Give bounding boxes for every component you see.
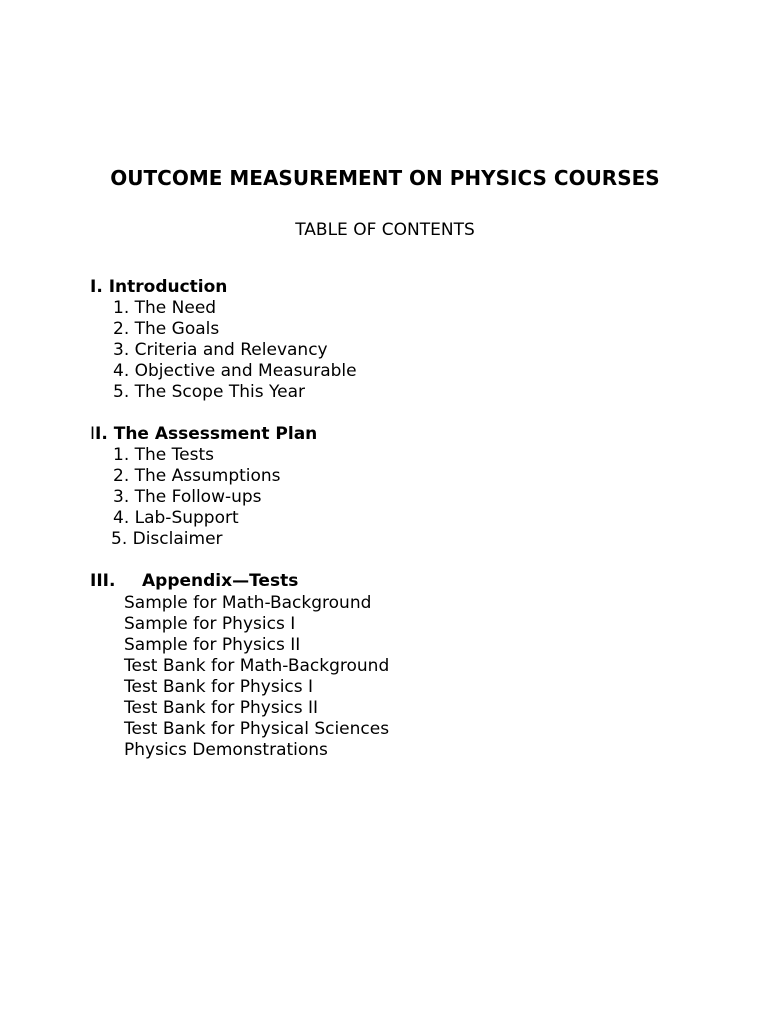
appendix-item: Sample for Math-Background [124, 593, 372, 613]
section-assessment-plan-heading [90, 424, 317, 445]
toc-item: 2. The Goals [113, 319, 220, 339]
toc-item: 4. Lab-Support [113, 508, 239, 528]
section-heading-prefix: I [90, 424, 96, 444]
toc-item: 1. The Need [113, 298, 217, 318]
appendix-item: Sample for Physics I [124, 614, 296, 634]
appendix-item: Test Bank for Physics I [124, 677, 314, 697]
section-appendix-number: III. [90, 571, 116, 591]
toc-item: 1. The Tests [113, 445, 214, 465]
toc-item: 5. Disclaimer [111, 529, 223, 549]
toc-item: 3. Criteria and Relevancy [113, 340, 328, 360]
appendix-item: Test Bank for Math-Background [124, 656, 390, 676]
table-of-contents-heading: TABLE OF CONTENTS [295, 220, 475, 240]
toc-item: 5. The Scope This Year [113, 382, 305, 402]
appendix-item: Test Bank for Physics II [124, 698, 319, 718]
document-title: OUTCOME MEASUREMENT ON PHYSICS COURSES [110, 166, 660, 190]
appendix-item: Sample for Physics II [124, 635, 301, 655]
section-heading-text: I. The Assessment Plan [95, 424, 318, 444]
section-appendix-heading: Appendix—Tests [142, 571, 299, 591]
toc-item: 4. Objective and Measurable [113, 361, 357, 381]
appendix-item: Test Bank for Physical Sciences [124, 719, 390, 739]
toc-item: 2. The Assumptions [113, 466, 281, 486]
appendix-item: Physics Demonstrations [124, 740, 328, 760]
section-introduction-heading: I. Introduction [90, 277, 228, 297]
toc-item: 3. The Follow-ups [113, 487, 262, 507]
